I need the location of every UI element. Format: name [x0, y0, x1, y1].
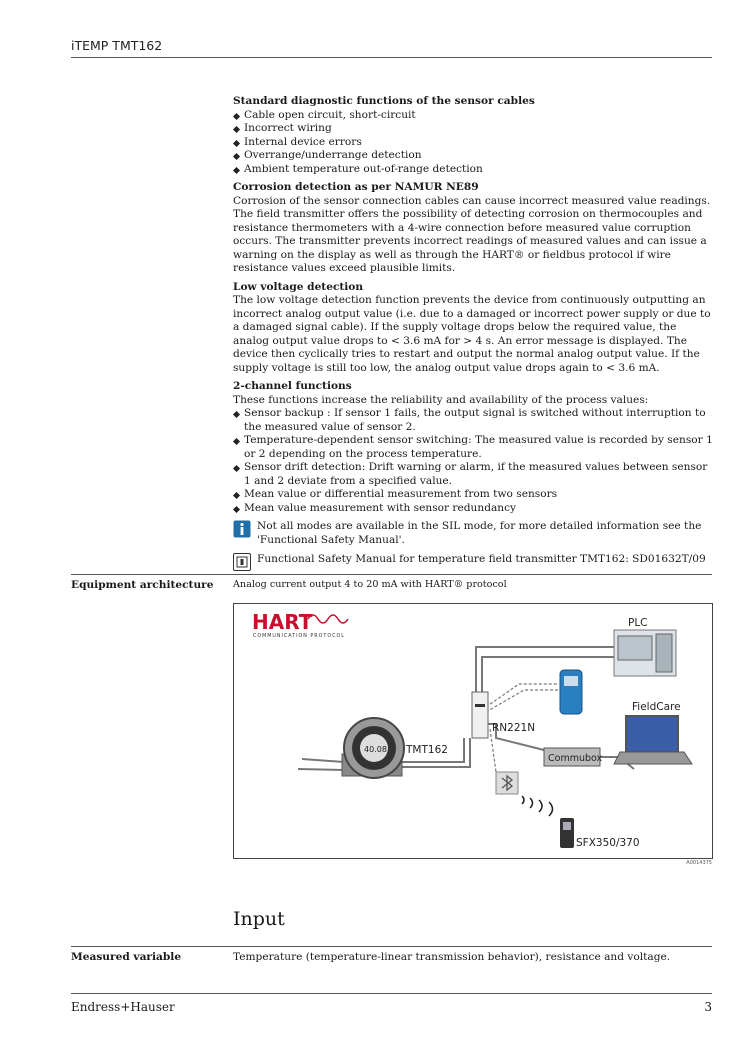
commubox-label: Commubox — [548, 753, 603, 764]
doc-note — [233, 553, 713, 567]
document-reference-icon — [233, 553, 251, 571]
corrosion-heading: Corrosion detection as per NAMUR NE89 — [233, 181, 479, 193]
list-item: Incorrect wiring — [233, 122, 713, 136]
header-rule — [71, 57, 712, 58]
hart-wave-icon — [308, 615, 348, 623]
footer-rule — [71, 993, 712, 994]
sfx-label: SFX350/370 — [576, 837, 640, 849]
handheld-cable — [486, 690, 559, 712]
architecture-figure — [233, 603, 713, 859]
low-voltage-heading: Low voltage detection — [233, 280, 364, 293]
two-channel-list — [233, 407, 713, 515]
handheld-cable — [486, 684, 559, 707]
plc-label: PLC — [628, 617, 648, 629]
architecture-diagram — [234, 604, 712, 858]
sensor-cable — [298, 769, 344, 770]
info-note-text: Not all modes are available in the SIL mode, for more detailed information see the 'Functional Safety Manual'. — [257, 520, 702, 546]
figure-id: A0014375 — [686, 860, 712, 866]
std-diag-list — [233, 109, 713, 177]
list-item: Mean value or differential measurement from two sensors — [233, 488, 713, 502]
sfx-device-icon — [560, 818, 574, 848]
hart-logo-subtitle: COMMUNICATION PROTOCOL — [253, 634, 345, 639]
transmitter-display-value: 40.08 — [364, 745, 387, 754]
two-channel-intro: These functions increase the reliability and availability of the process values: — [233, 393, 649, 406]
measured-variable-label: Measured variable — [71, 951, 182, 963]
list-item: Overrange/underrange detection — [233, 149, 713, 163]
page-header-title: iTEMP TMT162 — [71, 38, 163, 53]
laptop-icon — [614, 716, 692, 764]
list-item: Temperature-dependent sensor switching: The measured value is recorded by sensor 1 or 2 depending on the process temperature. — [233, 434, 713, 461]
wireless-signal-icon — [522, 796, 553, 816]
list-item: Cable open circuit, short-circuit — [233, 109, 713, 123]
bluetooth-icon — [496, 772, 518, 794]
input-rule — [71, 946, 712, 947]
list-item: Mean value measurement with sensor redundancy — [233, 502, 713, 516]
sensor-cable — [302, 759, 344, 762]
info-icon — [233, 520, 251, 538]
footer-brand: Endress+Hauser — [71, 1000, 175, 1014]
main-column — [233, 95, 713, 573]
hart-logo-text: HART — [252, 610, 313, 634]
plc-icon — [614, 630, 676, 676]
list-item: Ambient temperature out-of-range detection — [233, 163, 713, 177]
input-heading: Input — [233, 908, 285, 930]
list-item: Sensor backup : If sensor 1 fails, the output signal is switched without interruption to the measured value of sensor 2. — [233, 407, 713, 434]
two-channel-heading: 2-channel functions — [233, 380, 352, 392]
std-diag-heading: Standard diagnostic functions of the sensor cables — [233, 95, 535, 107]
corrosion-text: Corrosion of the sensor connection cables can cause incorrect measured value readings. The field transmitter offers the possibility of detecting corrosion on thermocouples and resistance thermometers with a 4-wire connection before measured value corruption occurs. The transmitter prevents incorrect readings of measured values and can issue a warning on the display as well as through the HART® or fieldbus protocol if wire resistance values exceed plausible limits. — [233, 194, 711, 274]
equipment-label: Equipment architecture — [71, 579, 214, 591]
rn221n-device-icon — [472, 692, 488, 738]
figure-caption: Analog current output 4 to 20 mA with HART® protocol — [233, 579, 507, 590]
measured-variable-text: Temperature (temperature-linear transmission behavior), resistance and voltage. — [233, 951, 671, 963]
fieldcare-label: FieldCare — [632, 701, 681, 713]
doc-note-text: Functional Safety Manual for temperature field transmitter TMT162: SD01632T/09 — [257, 553, 706, 565]
page-number: 3 — [704, 1000, 712, 1014]
info-note — [233, 520, 713, 547]
list-item: Internal device errors — [233, 136, 713, 150]
equipment-rule — [71, 574, 712, 575]
rn221n-label: RN221N — [492, 722, 536, 734]
low-voltage-text: The low voltage detection function prevents the device from continuously outputting an incorrect analog output value (i.e. due to a damaged or incorrect power supply or due to a damaged signal cable). If the supply voltage drops below the required value, the analog output value drops to < 3.6 mA for > 4 s. An error message is displayed. The device then cyclically tries to restart and output the normal analog output value. If the supply voltage is still too low, the analog output value drops again to < 3.6 mA. — [233, 294, 711, 374]
tmt162-label: TMT162 — [406, 744, 448, 756]
list-item: Sensor drift detection: Drift warning or alarm, if the measured values between sensor 1 and 2 deviate from a specified value. — [233, 461, 713, 488]
handheld-icon — [560, 670, 582, 714]
